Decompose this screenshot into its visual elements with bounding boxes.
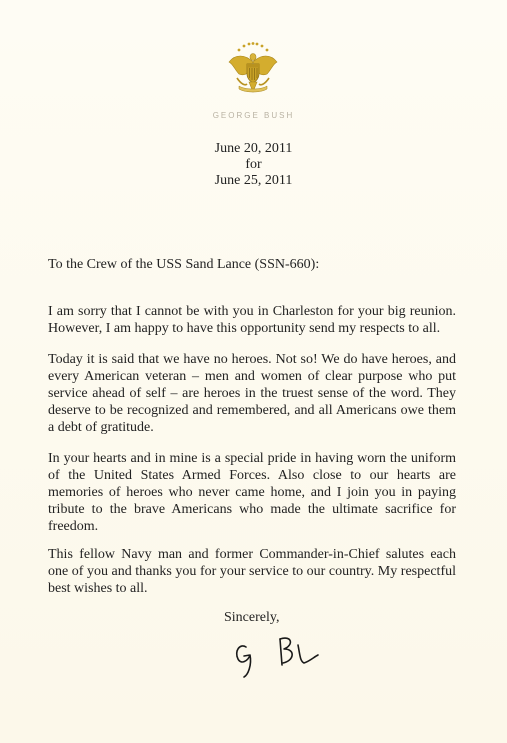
paragraph-4: This fellow Navy man and former Commander-in-Chief salutes each one of you and thanks you for your service to our country. My respectful best wishes to all. xyxy=(48,547,456,596)
salutation: To the Crew of the USS Sand Lance (SSN-660): xyxy=(48,257,320,272)
paragraph-3: In your hearts and in mine is a special pride in having worn the uniform of the United States Armed Forces. Also close to our hearts are memories of heroes who never came home, and I join you in paying tribute to the brave Americans who made the ultimate sacrifice for freedom. xyxy=(48,451,456,534)
presidential-eagle-seal-icon xyxy=(225,40,281,100)
date-line-2: for xyxy=(245,157,262,172)
paragraph-1: I am sorry that I cannot be with you in Charleston for your big reunion. However, I am happy to have this opportunity send my respects to all. xyxy=(48,304,456,336)
date-block xyxy=(0,141,507,189)
letterhead-name: GEORGE BUSH xyxy=(212,111,295,120)
handwritten-signature xyxy=(230,625,350,685)
date-line-3: June 25, 2011 xyxy=(214,173,293,188)
date-line-1: June 20, 2011 xyxy=(214,141,293,156)
closing: Sincerely, xyxy=(224,610,280,625)
paragraph-2: Today it is said that we have no heroes. Not so! We do have heroes, and every American veteran – men and women of clear purpose who put service ahead of self – are heroes in the truest sense of the word. They deserve to be recognized and remembered, and all Americans owe them a debt of gratitude. xyxy=(48,352,456,435)
